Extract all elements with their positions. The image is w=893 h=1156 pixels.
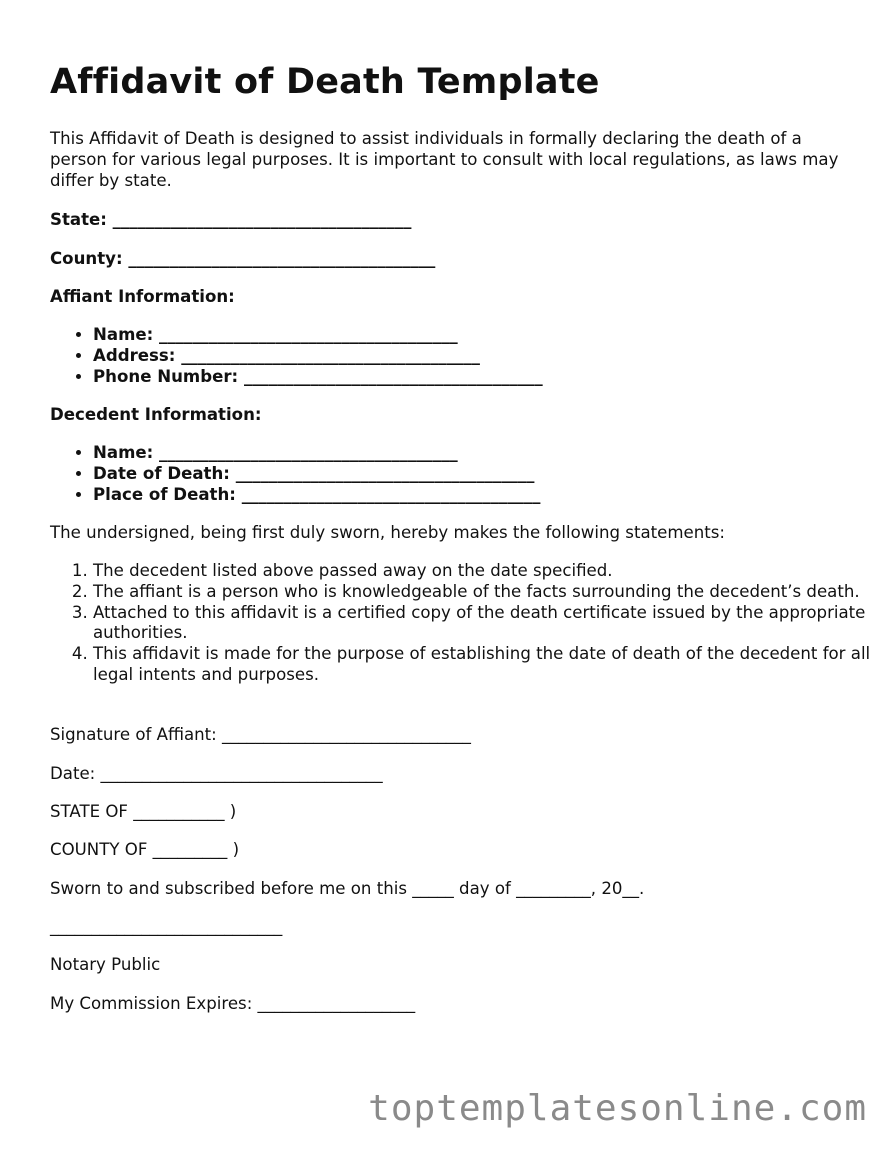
sworn-statement: Sworn to and subscribed before me on this _____ day of _________, 20__.	[50, 879, 645, 898]
notary-signature-rule: ____________________________	[50, 917, 283, 936]
signature-field: Signature of Affiant: ______________________________	[50, 725, 471, 744]
statement-intro: The undersigned, being first duly sworn, hereby makes the following statements:	[50, 523, 725, 542]
intro-paragraph: This Affidavit of Death is designed to assist individuals in formally declaring the death of a person for various legal purposes. It is important to consult with local regulations, as laws may differ by state.	[50, 129, 839, 190]
affiant-address-field: • Address: ____________________________________	[93, 346, 543, 367]
statement-item: 3. Attached to this affidavit is a certified copy of the death certificate issued by the appropriate authorities.	[93, 603, 893, 645]
state-of-field: STATE OF ___________ )	[50, 802, 237, 821]
state-field: State: ____________________________________	[50, 210, 412, 229]
affiant-heading: Affiant Information:	[50, 287, 235, 306]
statement-item: 1. The decedent listed above passed away on the date specified.	[93, 561, 893, 582]
county-of-field: COUNTY OF _________ )	[50, 840, 240, 859]
statement-item: 2. The affiant is a person who is knowledgeable of the facts surrounding the decedent’s death.	[93, 582, 893, 603]
notary-public-label: Notary Public	[50, 955, 161, 974]
commission-expires-field: My Commission Expires: ___________________	[50, 994, 416, 1013]
date-field: Date: __________________________________	[50, 764, 383, 783]
page-title: Affidavit of Death Template	[50, 62, 600, 102]
affiant-name-field: • Name: ____________________________________	[93, 325, 543, 346]
statement-item: 4. This affidavit is made for the purpose of establishing the date of death of the decedent for all legal intents and purposes.	[93, 644, 893, 686]
decedent-heading: Decedent Information:	[50, 405, 262, 424]
decedent-date-field: • Date of Death: ____________________________________	[93, 464, 540, 485]
decedent-list	[50, 443, 540, 505]
statements-list	[50, 561, 893, 686]
watermark: toptemplatesonline.com	[368, 1088, 867, 1129]
county-field: County: _____________________________________	[50, 249, 436, 268]
decedent-name-field: • Name: ____________________________________	[93, 443, 540, 464]
affiant-phone-field: • Phone Number: ____________________________________	[93, 367, 543, 388]
affiant-list	[50, 325, 543, 387]
decedent-place-field: • Place of Death: ____________________________________	[93, 485, 540, 506]
